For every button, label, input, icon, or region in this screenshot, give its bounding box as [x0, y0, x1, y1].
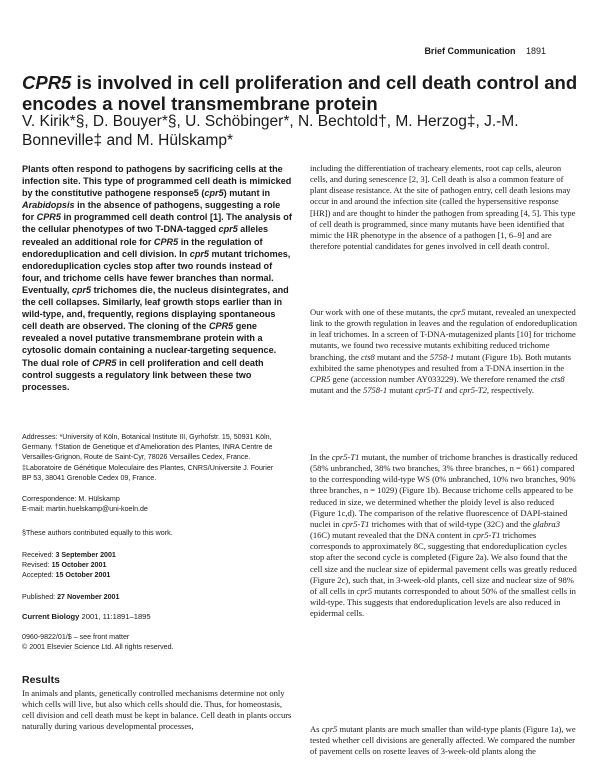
correspondence-email: E-mail: martin.huelskamp@uni-koeln.de — [22, 505, 148, 514]
body-paragraph-2: Our work with one of these mutants, the cpr5 mutant, revealed an unexpected link to the growth regulation in leaves and the regulation of endoreduplication in leaf trichomes. In a screen of T-DNA-mutagenized plants [10] for trichome mutants, we found two recessive mutants exhibiting reduced trichome branching, the cts8 mutant and the 5758-1 mutant (Figure 1b). Both mutants exhibited the same phenotypes and resulted from a T-DNA insertion in the CPR5 gene (accession number AY033229). We therefore renamed the cts8 mutant and the 5758-1 mutant cpr5-T1 and cpr5-T2, respectively. — [310, 307, 578, 396]
author-addresses: Addresses: *University of Köln, Botanical Institute III, Gyrhofstr. 15, 50931 Köln, Germany. †Station de Genetique et d'Amelioration des Plantes, INRA Centre de Versailles-Grignon, Route de Saint-Cyr, 78026 Versailles Cedex, France. ‡Laboratoire de Génétique Moleculaire des Plantes, CNRS/Universite J. Fourier BP 53, 38041 Grenoble Cedex 09, France. — [22, 433, 274, 482]
copyright-line: © 2001 Elsevier Science Ltd. All rights reserved. — [22, 643, 174, 652]
journal-name: Current Biology — [22, 612, 80, 621]
article-title — [22, 72, 582, 114]
revised-date: Revised: 15 October 2001 — [22, 561, 107, 570]
title-gene-name: CPR5 — [22, 72, 72, 93]
body-paragraph-3: In the cpr5-T1 mutant, the number of trichome branches is drastically reduced (58% unbranched, 38% two branches, 3% three branches, n = 661) compared to the corresponding wild-type WS (0% unbranched, 10% two branches, 90% three branches, n = 1029) (Figure 1b). Because trichome cells appeared to be reduced in size, we determined whether the ploidy level is also reduced (Figure 1c,d). The comparison of the relative fluorescence of DAPI-stained nuclei in cpr5-T1 trichomes with that of wild-type (32C) and the glabra3 (16C) mutant revealed that the DNA content in cpr5-T1 trichomes corresponds to approximately 8C, suggesting that endoreduplication cycles stop after the second cycle is completed (Figure 2a). We also found that the cell size and the nuclear size of epidermal pavement cells was greatly reduced (Figure 2c), such that, in 3-week-old plants, cell size and nuclear size of 98% of all cells in cpr5 mutants corresponded to about 50% of the smallest cells in wild-type. This suggests that endoreduplication levels are also reduced in epidermal cells. — [310, 452, 578, 619]
equal-contribution-footnote: §These authors contributed equally to this work. — [22, 529, 173, 537]
rights-block — [22, 632, 282, 652]
page-number: 1891 — [525, 46, 546, 56]
correspondence-author: Correspondence: M. Hülskamp — [22, 495, 120, 503]
body-paragraph-1: including the differentiation of tracheary elements, root cap cells, aleuron cells, and during senescence [2, 3]. Cell death is also a common feature of plant disease resistance. At the site of pathogen entry, cell death lesions may occur in and around the infection site (called the hypersensitive response [HR]) and are thought to hinder the pathogen from spreading [4, 5]. This type of cell death is programmed, since many mutants have been identified that mimic the HR phenotype in the absence of a pathogen [1, 6–9] and are therefore potential candidates for genes involved in cell death control. — [310, 163, 576, 252]
author-list: V. Kirik*§, D. Bouyer*§, U. Schöbinger*, N. Bechtold†, M. Herzog‡, J.-M. Bonneville‡ and M. Hülskamp* — [22, 113, 519, 149]
submission-dates — [22, 550, 282, 581]
correspondence-block — [22, 494, 282, 514]
running-header — [424, 46, 546, 56]
citation-volume: 2001, 11:1891–1895 — [79, 612, 151, 621]
abstract: Plants often respond to pathogens by sacrificing cells at the infection site. This type of programmed cell death is mimicked by the constitutive pathogene response5 (cpr5) mutant in Arabidopsis in the absence of pathogens, suggesting a role for CPR5 in programmed cell death control [1]. The analysis of the cellular phenotypes of two T-DNA-tagged cpr5 alleles revealed an additional role for CPR5 in the regulation of endoreduplication and cell division. In cpr5 mutant trichomes, endoreduplication cycles stop after two rounds instead of four, and trichome cells have fewer branches than normal. Eventually, cpr5 trichomes die, the nucleus disintegrates, and the cell collapses. Similarly, leaf growth stops earlier than in wild-type, and, frequently, regions displaying spontaneous cell death are observed. The cloning of the CPR5 gene revealed a novel putative transmembrane protein with a cytosolic domain containing a nuclear-targeting sequence. The dual role of CPR5 in cell proliferation and cell death control suggests a regulatory link between these two processes. — [22, 164, 292, 392]
results-paragraph: In animals and plants, genetically controlled mechanisms determine not only which cells will live, but also which cells should die. Thus, for homeostasis, cell division and cell death must be kept in balance. Cell death in plants occurs naturally during various developmental processes, — [22, 688, 292, 732]
section-label: Brief Communication — [424, 46, 516, 56]
results-heading: Results — [22, 674, 60, 686]
body-paragraph-4: As cpr5 mutant plants are much smaller than wild-type plants (Figure 1a), we tested whether cell divisions are generally affected. We compared the number of pavement cells on rosette leaves of 3-week-old plants along the — [310, 724, 576, 757]
journal-citation — [22, 612, 282, 622]
title-text: is involved in cell proliferation and cell death control and encodes a novel transmembrane protein — [22, 72, 578, 114]
received-date: Received: 3 September 2001 — [22, 551, 116, 559]
issn-line: 0960-9822/01/$ – see front matter — [22, 633, 130, 641]
published-date: Published: 27 November 2001 — [22, 593, 120, 601]
accepted-date: Accepted: 15 October 2001 — [22, 571, 111, 580]
